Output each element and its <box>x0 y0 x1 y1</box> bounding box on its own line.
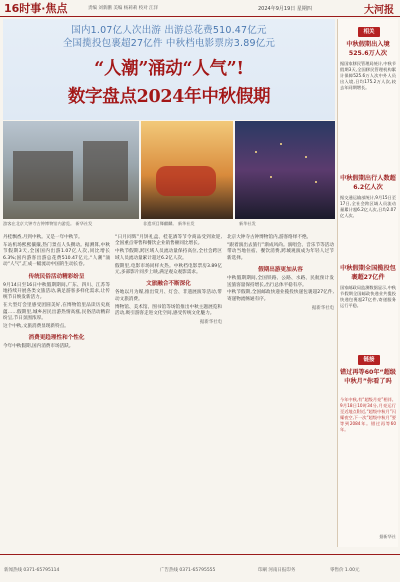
article-body <box>3 235 335 547</box>
newspaper-logo: 大河报 <box>364 5 394 16</box>
subheadline-2: 全国揽投包裹超27亿件 中秋档电影票房3.89亿元 <box>62 38 276 49</box>
article-column-2 <box>115 235 222 325</box>
paragraph: 今年中秋假期,国内消费市场活跃。 <box>3 344 74 350</box>
paragraph: 中秋假期期间,全国铁路、公路、水路、民航预计发送旅客量保持增长,出行总体平稳有序。 <box>227 276 334 288</box>
paragraph: 车站机场熙熙攘攘,热门景点人头攒动。据测算,中秋节假期3天,全国国内出游1.07亿人次,同比增长6.3%;国内游客出游总花费510.47亿元,“人潮”涌动“人气”,汇成一幅流动中国的生动长卷。 <box>3 242 110 268</box>
paragraph: 各地以月为媒,推出赏月、灯会、非遗展演等活动,带动文旅消费。 <box>115 290 222 302</box>
footer-price: 零售价 1.00元 <box>330 568 360 573</box>
photo-caption-3: 新华社发 <box>239 221 256 226</box>
sidebar-headline-1: 中秋假期出入境525.6万人次 <box>346 41 390 57</box>
related-sidebar <box>337 19 398 547</box>
article-column-3 <box>227 235 334 311</box>
section-subhead: 消费更趋理性和个性化 <box>28 335 85 342</box>
article-column-1 <box>3 235 110 352</box>
paragraph: 在大型灯会里感受团圆美好,在博物馆里品读历史底蕴……假期里,城乡居民出游热情高涨,民俗活动精彩纷呈,节日氛围浓厚。 <box>3 303 110 322</box>
related-tag: 相关 <box>358 27 380 37</box>
paragraph: 北京大钟寺古钟博物馆内,游客络绎不绝。 <box>227 235 312 240</box>
editor-credits: 责编 刘新鹏 美编 杨莉莉 校对 江洋 <box>88 6 159 11</box>
paragraph: 这个中秋,文旅消费显现新特点。 <box>3 323 69 329</box>
section-subhead: 文旅融合不断深化 <box>146 281 191 288</box>
footer-printer: 印刷 河南日报印务 <box>258 568 296 573</box>
paragraph: 中秋节假期,全国邮政快递业揽投快递包裹超27亿件,寄递物流畅通有序。 <box>227 290 334 302</box>
issue-date: 2024年9月19日 星期四 <box>258 6 312 12</box>
paragraph: 中秋节假期,跨区域人员流动量保持高位,全社会跨区域人员流动量累计超过6.2亿人次。 <box>115 249 222 261</box>
paragraph: “跟着演出去旅行”渐成风尚。演唱会、音乐节等活动带动当地住宿、餐饮消费,跨城观演成为年轻人过节新选择。 <box>227 242 334 261</box>
headline-banner <box>3 19 335 120</box>
photo-caption-1: 游客在北京大钟寺古钟博物馆内游览。 新华社发 <box>3 221 93 226</box>
section-subhead: 假期出游更加从容 <box>258 267 303 274</box>
paragraph: 9月14日至16日中秋假期期间,广东、四川、江苏等地持续开展各类文旅活动,满足游客多样化需求,让传统节日焕发新活力。 <box>3 282 110 301</box>
museum-photo <box>3 121 139 219</box>
sidebar-headline-2: 中秋假期出行人数超6.2亿人次 <box>340 175 396 191</box>
paragraph: “日月同辉”月饼礼盒、桂花酒等节令商品受到欢迎,全国重点零售和餐饮企业销售额同比增长。 <box>115 235 222 247</box>
section-subhead: 传统民俗活动精彩纷呈 <box>28 273 85 280</box>
page-footer <box>0 554 400 582</box>
section-title: 16时事·焦点 <box>4 2 68 15</box>
footer-ad-hotline: 广告热线 0371-65795555 <box>160 568 216 573</box>
qilin-dance-photo <box>141 121 233 219</box>
sidebar-headline-3: 中秋假期全国揽投包裹超27亿件 <box>340 265 396 281</box>
sidebar-text-3: 国家邮政局监测数据显示,中秋节假期全国邮政快递业共揽投快递包裹超27亿件,寄递服务运行平稳。 <box>340 285 396 308</box>
sidebar-text-1: 据国家移民管理局统计,中秋节假期3天,全国移民管理机构累计保障525.6万人次中外人员出入境,日均175.2万人次,较去年同期增长。 <box>340 61 396 90</box>
paragraph: 丹桂飘香,月到中秋。又是一年中秋节。 <box>3 235 83 240</box>
photo-strip <box>3 121 335 233</box>
main-headline-line1: “人潮”涌动“人气”! <box>94 59 244 79</box>
paragraph: 博物馆、美术馆、图书馆等场馆推出中秋主题展览和活动,吸引游客走进文化空间,感受传统文化魅力。 <box>115 304 222 317</box>
sidebar-text-2: 据交通运输部统计,9月15日至17日,全社会跨区域人员流动量累计超6.2亿人次,日均2.07亿人次。 <box>340 195 396 218</box>
link-tag: 链接 <box>358 355 380 365</box>
subheadline-1: 国内1.07亿人次出游 出游总花费510.47亿元 <box>71 25 267 36</box>
paragraph: 假期里,电影市场同样火热。中秋档电影票房3.89亿元,多部影片同步上映,满足观众观影需求。 <box>115 263 222 276</box>
masthead <box>0 0 400 17</box>
main-headline-line2: 数字盘点2024年中秋假期 <box>67 87 271 107</box>
sidebar-text-4: 今年中秋,有“超级月亮”相伴。9月18日10时34分,月亮运行至近地点附近,“超级中秋月”闪耀夜空,下一次“超级中秋月”要等到2084年。错过再等60年。 <box>340 397 396 432</box>
sidebar-headline-4: 错过再等60年“超级中秋月”你看了吗 <box>340 369 396 385</box>
byline: 据新华社电 <box>200 320 222 326</box>
byline: 据新华社电 <box>312 305 334 311</box>
night-festival-photo <box>235 121 335 219</box>
photo-caption-2: 非遗项目舞麒麟。 新华社发 <box>143 221 195 226</box>
sidebar-byline: 据新华社 <box>379 534 396 539</box>
footer-news-hotline: 新闻热线 0371-65795114 <box>4 568 60 573</box>
